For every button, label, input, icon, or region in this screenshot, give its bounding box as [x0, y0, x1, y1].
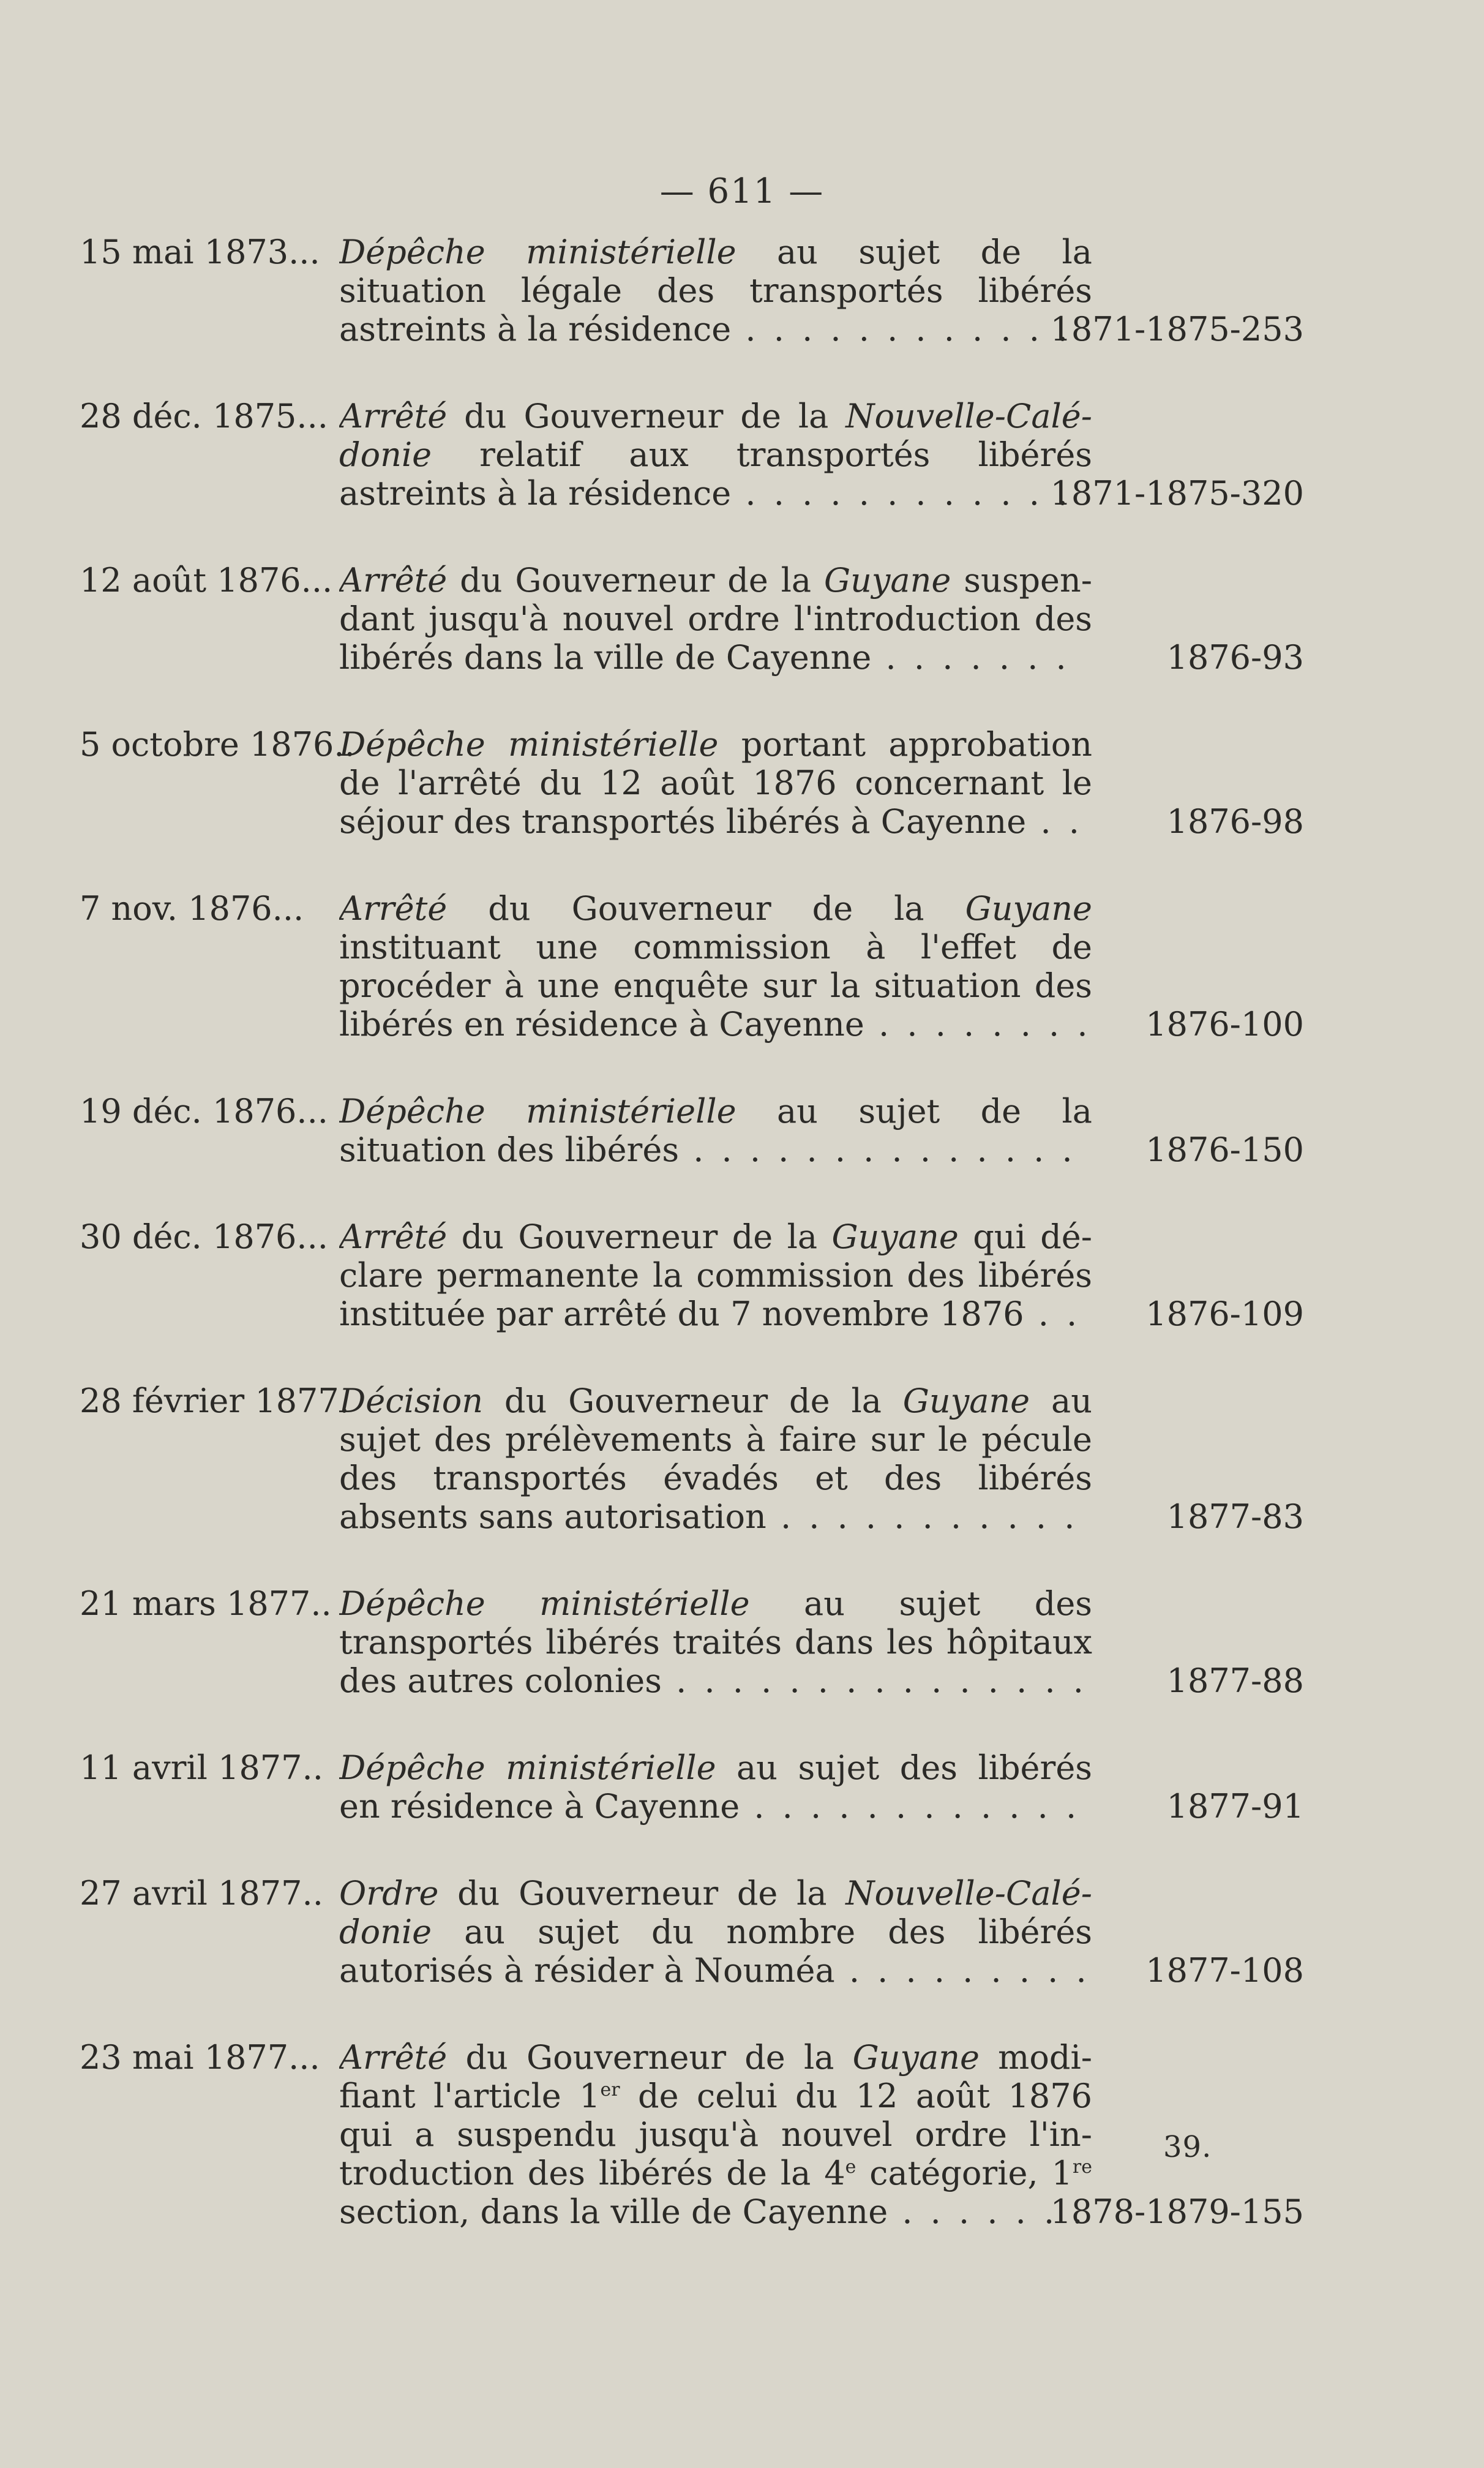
- entry-text: au sujet du nombre des libérés autorisés à résider à Nouméa: [339, 1913, 1092, 1990]
- entry-reference: 1871-1875-320: [1050, 474, 1304, 513]
- entry-text: au sujet de la situation des libérés: [339, 1092, 1092, 1169]
- entry-row: [80, 1092, 1304, 1169]
- entry-description: [339, 1217, 1092, 1333]
- entry-text: du Gouverneur de la: [447, 397, 846, 435]
- entry-reference: 1876-93: [1166, 638, 1304, 677]
- entry-row: [80, 889, 1304, 1044]
- dot-leader: . . . . . . . .: [864, 1005, 1092, 1044]
- entry-italic-term: Dépêche ministérielle: [339, 1584, 750, 1623]
- entry-italic-term: Dépêche ministérielle: [339, 233, 736, 271]
- entry-italic-term: Dépêche ministérielle: [339, 1748, 716, 1787]
- entry-italic-term: Nouvelle-Calédonie: [339, 397, 1092, 474]
- dot-leader: . . . . . . . . . . . .: [731, 310, 1072, 348]
- entry-row: [80, 1584, 1304, 1700]
- entry-date: 12 août 1876...: [80, 561, 333, 600]
- entry-italic-term: Nouvelle-Calédonie: [339, 1874, 1092, 1951]
- entry-reference: 1871-1875-253: [1050, 310, 1304, 348]
- entry-reference: 1876-109: [1145, 1295, 1304, 1333]
- entry-italic-term: Guyane: [852, 2038, 980, 2077]
- entry-text: catégorie, 1: [856, 2154, 1073, 2192]
- entry-row: [80, 1217, 1304, 1333]
- signature-mark: 39.: [1163, 2130, 1212, 2164]
- entry-reference: 1878-1879-155: [1050, 2192, 1304, 2231]
- entry-italic-term: Guyane: [831, 1217, 959, 1256]
- entry-date: 23 mai 1877...: [80, 2038, 320, 2077]
- dot-leader: . . . . . . . . . . . . . .: [679, 1131, 1076, 1169]
- entry-reference: 1876-150: [1145, 1131, 1304, 1169]
- entry-date: 11 avril 1877..: [80, 1748, 323, 1787]
- entry-row: [80, 725, 1304, 841]
- entry-italic-term: Arrêté: [339, 561, 448, 600]
- page-number: — 611 —: [659, 171, 825, 211]
- dot-leader: . . . . . . .: [871, 638, 1070, 677]
- entry-description: [339, 725, 1092, 841]
- entry-text: du Gouverneur de la: [447, 2038, 853, 2077]
- entry-text: suspendant jusqu'à nouvel ordre l'introduction des libérés dans la ville de Cayenne: [339, 561, 1092, 677]
- entry-date: 19 déc. 1876...: [80, 1092, 328, 1131]
- entries-list: [80, 233, 1304, 2279]
- entry-italic-term: Arrêté: [339, 2038, 448, 2077]
- entry-row: [80, 233, 1304, 348]
- entry-text: portant approbation de l'arrêté du 12 août 1876 concernant le séjour des transportés libérés à Cayenne: [339, 725, 1092, 841]
- dot-leader: . . . . . . . . . . . . . . .: [661, 1661, 1087, 1700]
- entry-description: [339, 889, 1092, 1044]
- entry-text: au sujet de la situation légale des transportés libérés astreints à la résidence: [339, 233, 1092, 348]
- entry-reference: 1877-91: [1166, 1787, 1304, 1826]
- entry-description: [339, 2038, 1092, 2231]
- entry-date: 21 mars 1877..: [80, 1584, 332, 1623]
- dot-leader: . . . . . . . . .: [834, 1951, 1090, 1990]
- entry-date: 7 nov. 1876...: [80, 889, 304, 928]
- entry-row: [80, 1382, 1304, 1536]
- entry-italic-term: Ordre: [339, 1874, 439, 1913]
- entry-text: du Gouverneur de la: [447, 889, 965, 928]
- entry-italic-term: Dépêche ministérielle: [339, 725, 719, 764]
- entry-text: section, dans la ville de Cayenne: [339, 2192, 888, 2231]
- entry-row: [80, 1748, 1304, 1826]
- entry-italic-term: Guyane: [824, 561, 951, 600]
- entry-description: [339, 1748, 1092, 1826]
- dot-leader: . . . . . . . . . . . .: [740, 1787, 1081, 1826]
- entry-text: instituant une commission à l'effet de procéder à une enquête sur la situation des libérés en résidence à Cayenne: [339, 928, 1092, 1044]
- entry-superscript: re: [1072, 2156, 1092, 2178]
- entry-date: 28 déc. 1875...: [80, 397, 328, 435]
- entry-text: du Gouverneur de la: [447, 1217, 832, 1256]
- entry-text: du Gouverneur de la: [483, 1382, 903, 1420]
- entry-text: de celui du 12 août 1876 qui a suspendu jusqu'à nouvel ordre l'introduction des libérés de la 4: [339, 2077, 1092, 2192]
- entry-text: du Gouverneur de la: [447, 561, 824, 600]
- entry-description: [339, 233, 1092, 348]
- entry-text: relatif aux transportés libérés astreints à la résidence: [339, 435, 1092, 513]
- entry-italic-term: Guyane: [902, 1382, 1030, 1420]
- entry-description: [339, 1874, 1092, 1990]
- entry-superscript: er: [600, 2079, 620, 2101]
- entry-italic-term: Guyane: [965, 889, 1092, 928]
- entry-text: au sujet des transportés libérés traités dans les hôpitaux des autres colonies: [339, 1584, 1092, 1700]
- entry-text: qui déclare permanente la commission des libérés instituée par arrêté du 7 novembre 1876: [339, 1217, 1092, 1333]
- entry-superscript: e: [845, 2156, 856, 2178]
- entry-italic-term: Décision: [339, 1382, 484, 1420]
- entry-row: [80, 561, 1304, 677]
- entry-description: [339, 561, 1092, 677]
- dot-leader: . . . . . . . . . . .: [766, 1497, 1079, 1536]
- entry-row: [80, 1874, 1304, 1990]
- entry-text: du Gouverneur de la: [438, 1874, 846, 1913]
- entry-italic-term: Arrêté: [339, 397, 448, 435]
- entry-text: au sujet des prélèvements à faire sur le pécule des transportés évadés et des libérés absents sans autorisation: [339, 1382, 1092, 1536]
- entry-text: modifiant l'article 1: [339, 2038, 1092, 2115]
- entry-description: [339, 1584, 1092, 1700]
- dot-leader: . . . . . . .: [888, 2192, 1087, 2231]
- entry-description: [339, 397, 1092, 513]
- entry-date: 15 mai 1873...: [80, 233, 320, 271]
- entry-reference: 1876-100: [1145, 1005, 1304, 1044]
- dot-leader: . .: [1024, 1295, 1081, 1333]
- entry-date: 27 avril 1877..: [80, 1874, 323, 1913]
- entry-description: [339, 1092, 1092, 1169]
- entry-row: [80, 2038, 1304, 2231]
- entry-reference: 1877-88: [1166, 1661, 1304, 1700]
- entry-italic-term: Arrêté: [339, 889, 448, 928]
- dot-leader: . .: [1026, 802, 1083, 841]
- entry-date: 30 déc. 1876...: [80, 1217, 328, 1256]
- entry-row: [80, 397, 1304, 513]
- entry-text: au sujet des libérés en résidence à Cayenne: [339, 1748, 1092, 1826]
- dot-leader: . . . . . . . . . . . .: [731, 474, 1072, 513]
- entry-reference: 1876-98: [1166, 802, 1304, 841]
- entry-italic-term: Dépêche ministérielle: [339, 1092, 736, 1131]
- entry-date: 5 octobre 1876..: [80, 725, 355, 764]
- entry-reference: 1877-83: [1166, 1497, 1304, 1536]
- entry-italic-term: Arrêté: [339, 1217, 448, 1256]
- entry-date: 28 février 1877.: [80, 1382, 350, 1420]
- entry-reference: 1877-108: [1145, 1951, 1304, 1990]
- entry-description: [339, 1382, 1092, 1536]
